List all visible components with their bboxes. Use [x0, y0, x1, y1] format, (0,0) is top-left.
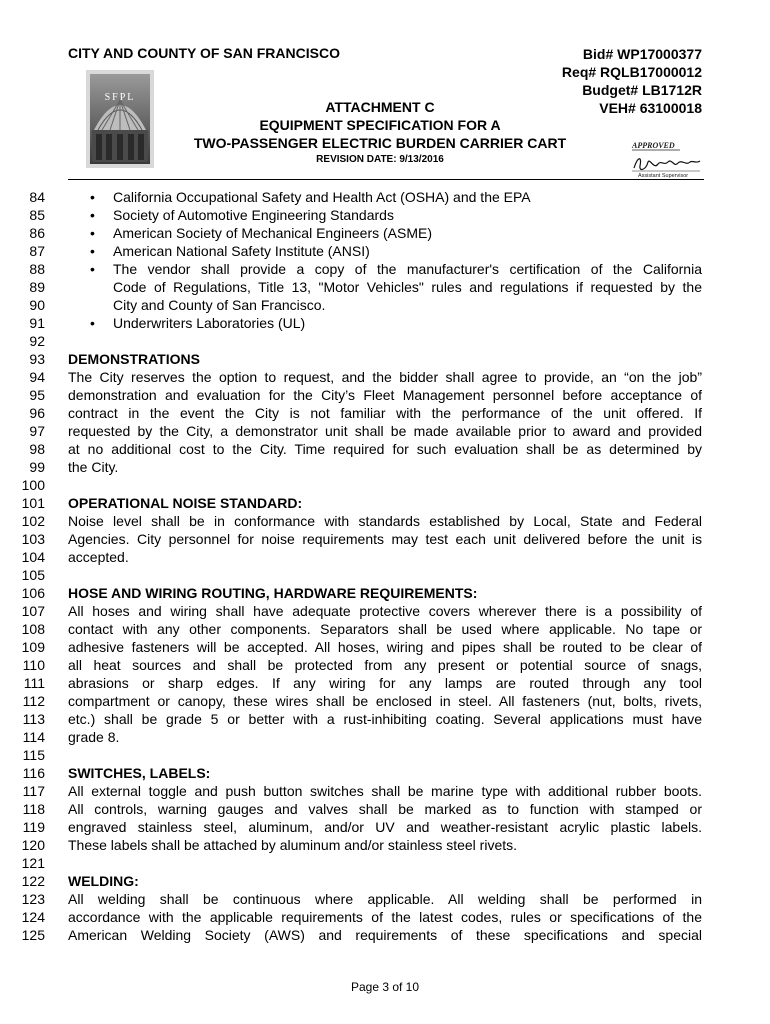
- budget-number: Budget# LB1712R: [582, 82, 702, 98]
- section-heading: DEMONSTRATIONS: [68, 351, 200, 367]
- line-number: 114: [22, 729, 45, 745]
- line-number: 104: [21, 549, 45, 565]
- document-line: [0, 440, 770, 458]
- line-number: 112: [22, 693, 45, 709]
- document-line: [0, 530, 770, 548]
- line-number: 116: [22, 765, 45, 781]
- section-heading: SWITCHES, LABELS:: [68, 765, 211, 781]
- line-number: 103: [21, 531, 45, 547]
- document-line: [0, 332, 770, 350]
- line-number: 110: [22, 657, 45, 673]
- bid-number: Bid# WP17000377: [582, 46, 702, 62]
- section-heading-line: [0, 494, 770, 512]
- document-line: [0, 782, 770, 800]
- document-line: [0, 458, 770, 476]
- line-number: 105: [21, 567, 45, 583]
- line-text: demonstration and evaluation for the City’s Fleet Management personnel before acceptance of: [68, 387, 702, 403]
- line-number: 85: [29, 207, 45, 223]
- section-heading-line: [0, 584, 770, 602]
- sfpl-logo: [86, 70, 154, 168]
- line-number: 96: [29, 405, 45, 421]
- document-line: [0, 926, 770, 944]
- approval-signature-stamp: [630, 140, 702, 178]
- line-number: 124: [21, 909, 45, 925]
- veh-number: VEH# 63100018: [599, 100, 702, 116]
- spec-title-line-2: TWO-PASSENGER ELECTRIC BURDEN CARRIER CART: [193, 135, 567, 151]
- line-number: 123: [21, 891, 45, 907]
- line-text: All welding shall be continuous where applicable. All welding shall be performed in: [68, 891, 702, 907]
- line-text: all heat sources and shall be protected from any present or potential source of snags,: [68, 657, 702, 673]
- line-number: 86: [29, 225, 45, 241]
- line-text: American Welding Society (AWS) and requirements of these specifications and special: [68, 927, 702, 943]
- section-heading-line: [0, 764, 770, 782]
- document-line: [0, 710, 770, 728]
- line-text: Noise level shall be in conformance with standards established by Local, State and Federal: [68, 513, 702, 529]
- document-line: [0, 746, 770, 764]
- document-line: [0, 476, 770, 494]
- bullet-icon: •: [90, 243, 95, 259]
- bullet-icon: •: [90, 315, 95, 331]
- line-number: 91: [29, 315, 45, 331]
- line-number: 93: [29, 351, 45, 367]
- document-line: [0, 368, 770, 386]
- line-number: 100: [21, 477, 45, 493]
- bullet-icon: •: [90, 189, 95, 205]
- document-line: [0, 512, 770, 530]
- document-line: [0, 674, 770, 692]
- line-text: Code of Regulations, Title 13, "Motor Vehicles" rules and regulations if requested by the: [113, 279, 702, 295]
- approver-role: Assistant Supervisor: [638, 173, 689, 178]
- line-text: Agencies. City personnel for noise requirements may test each unit delivered before the unit is: [68, 531, 702, 547]
- line-text: contact with any other components. Separators shall be used where applicable. No tape or: [68, 621, 702, 637]
- line-text: requested by the City, a demonstrator unit shall be made available prior to award and provided: [68, 423, 702, 439]
- spec-title-line-1: EQUIPMENT SPECIFICATION FOR A: [259, 117, 501, 133]
- section-heading-line: [0, 350, 770, 368]
- document-line: [0, 890, 770, 908]
- line-number: 88: [29, 261, 45, 277]
- line-text: compartment or canopy, these wires shall be enclosed in steel. All fasteners (nut, bolts, rivets,: [68, 693, 702, 709]
- line-number: 87: [29, 243, 45, 259]
- bullet-icon: •: [90, 261, 95, 277]
- document-line: [0, 908, 770, 926]
- line-text: Society of Automotive Engineering Standards: [113, 207, 394, 223]
- section-heading: WELDING:: [68, 873, 139, 889]
- line-number: 120: [21, 837, 45, 853]
- line-number: 92: [29, 333, 45, 349]
- page-number: Page 3 of 10: [350, 980, 420, 994]
- line-text: California Occupational Safety and Health Act (OSHA) and the EPA: [113, 189, 531, 205]
- document-line: [0, 656, 770, 674]
- line-number: 84: [29, 189, 45, 205]
- line-text: abrasions or sharp edges. If any wiring for any lamps are routed through any tool: [68, 675, 702, 691]
- document-line: [0, 548, 770, 566]
- line-number: 95: [29, 387, 45, 403]
- document-line: [0, 386, 770, 404]
- document-line: [0, 854, 770, 872]
- document-line: [0, 422, 770, 440]
- line-text: contract in the event the City is not familiar with the performance of the unit offered. If: [68, 405, 702, 421]
- line-text: All hoses and wiring shall have adequate protective covers wherever there is a possibility of: [68, 603, 702, 619]
- document-line: [0, 692, 770, 710]
- document-line: [0, 836, 770, 854]
- line-number: 106: [21, 585, 45, 601]
- line-number: 89: [29, 279, 45, 295]
- organization-name: CITY AND COUNTY OF SAN FRANCISCO: [68, 45, 340, 61]
- document-line: [0, 296, 770, 314]
- document-line: [0, 260, 770, 278]
- line-number: 102: [21, 513, 45, 529]
- document-line: [0, 602, 770, 620]
- document-line: [0, 188, 770, 206]
- line-number: 122: [21, 873, 45, 889]
- document-line: [0, 206, 770, 224]
- line-text: City and County of San Francisco.: [113, 297, 326, 313]
- line-number: 108: [21, 621, 45, 637]
- bullet-icon: •: [90, 207, 95, 223]
- line-text: American National Safety Institute (ANSI): [113, 243, 370, 259]
- document-title-block: [150, 98, 610, 167]
- line-number: 117: [22, 783, 45, 799]
- line-text: accepted.: [68, 549, 129, 565]
- line-text: at no additional cost to the City. Time required for such evaluation shall be as determined by: [68, 441, 702, 457]
- line-text: These labels shall be attached by aluminum and/or stainless steel rivets.: [68, 837, 518, 853]
- section-heading: OPERATIONAL NOISE STANDARD:: [68, 495, 303, 511]
- line-number: 94: [29, 369, 45, 385]
- document-line: [0, 728, 770, 746]
- document-line: [0, 818, 770, 836]
- line-number: 111: [23, 675, 45, 691]
- line-number: 99: [29, 459, 45, 475]
- section-heading: HOSE AND WIRING ROUTING, HARDWARE REQUIREMENTS:: [68, 585, 478, 601]
- line-number: 115: [22, 747, 45, 763]
- line-text: The vendor shall provide a copy of the manufacturer's certification of the California: [113, 261, 702, 277]
- attachment-title: ATTACHMENT C: [325, 99, 435, 115]
- line-text: The City reserves the option to request, and the bidder shall agree to provide, an “on the job”: [68, 369, 702, 385]
- document-line: [0, 278, 770, 296]
- line-number: 125: [21, 927, 45, 943]
- line-text: etc.) shall be grade 5 or better with a rust-inhibiting coating. Several applications must have: [68, 711, 702, 727]
- bullet-icon: •: [90, 225, 95, 241]
- line-text: All controls, warning gauges and valves shall be marked as to function with stamped or: [68, 801, 702, 817]
- line-number: 113: [22, 711, 45, 727]
- sfpl-logo-text: SFPL: [104, 92, 136, 103]
- line-text: adhesive fasteners will be accepted. All hoses, wiring and pipes shall be routed to be clear of: [68, 639, 702, 655]
- line-text: the City.: [68, 459, 119, 475]
- line-text: All external toggle and push button switches shall be marine type with additional rubber boots.: [68, 783, 702, 799]
- line-number: 107: [21, 603, 45, 619]
- revision-date: REVISION DATE: 9/13/2016: [316, 154, 444, 165]
- approved-stamp-label: APPROVED: [632, 141, 675, 150]
- header-divider: [68, 179, 704, 180]
- line-number: 118: [22, 801, 45, 817]
- line-text: American Society of Mechanical Engineers (ASME): [113, 225, 433, 241]
- line-number: 97: [29, 423, 45, 439]
- document-line: [0, 314, 770, 332]
- document-line: [0, 638, 770, 656]
- document-line: [0, 404, 770, 422]
- document-body: [0, 188, 770, 944]
- line-number: 90: [29, 297, 45, 313]
- document-line: [0, 620, 770, 638]
- line-number: 119: [22, 819, 45, 835]
- document-line: [0, 224, 770, 242]
- section-heading-line: [0, 872, 770, 890]
- line-number: 121: [21, 855, 45, 871]
- line-number: 98: [29, 441, 45, 457]
- line-text: engraved stainless steel, aluminum, and/or UV and weather-resistant acrylic plastic labels.: [68, 819, 702, 835]
- line-number: 101: [21, 495, 45, 511]
- line-text: grade 8.: [68, 729, 120, 745]
- document-line: [0, 242, 770, 260]
- document-line: [0, 800, 770, 818]
- line-text: Underwriters Laboratories (UL): [113, 315, 306, 331]
- req-number: Req# RQLB17000012: [561, 64, 702, 80]
- line-text: accordance with the applicable requirements of the latest codes, rules or specifications of the: [68, 909, 702, 925]
- document-line: [0, 566, 770, 584]
- line-number: 109: [21, 639, 45, 655]
